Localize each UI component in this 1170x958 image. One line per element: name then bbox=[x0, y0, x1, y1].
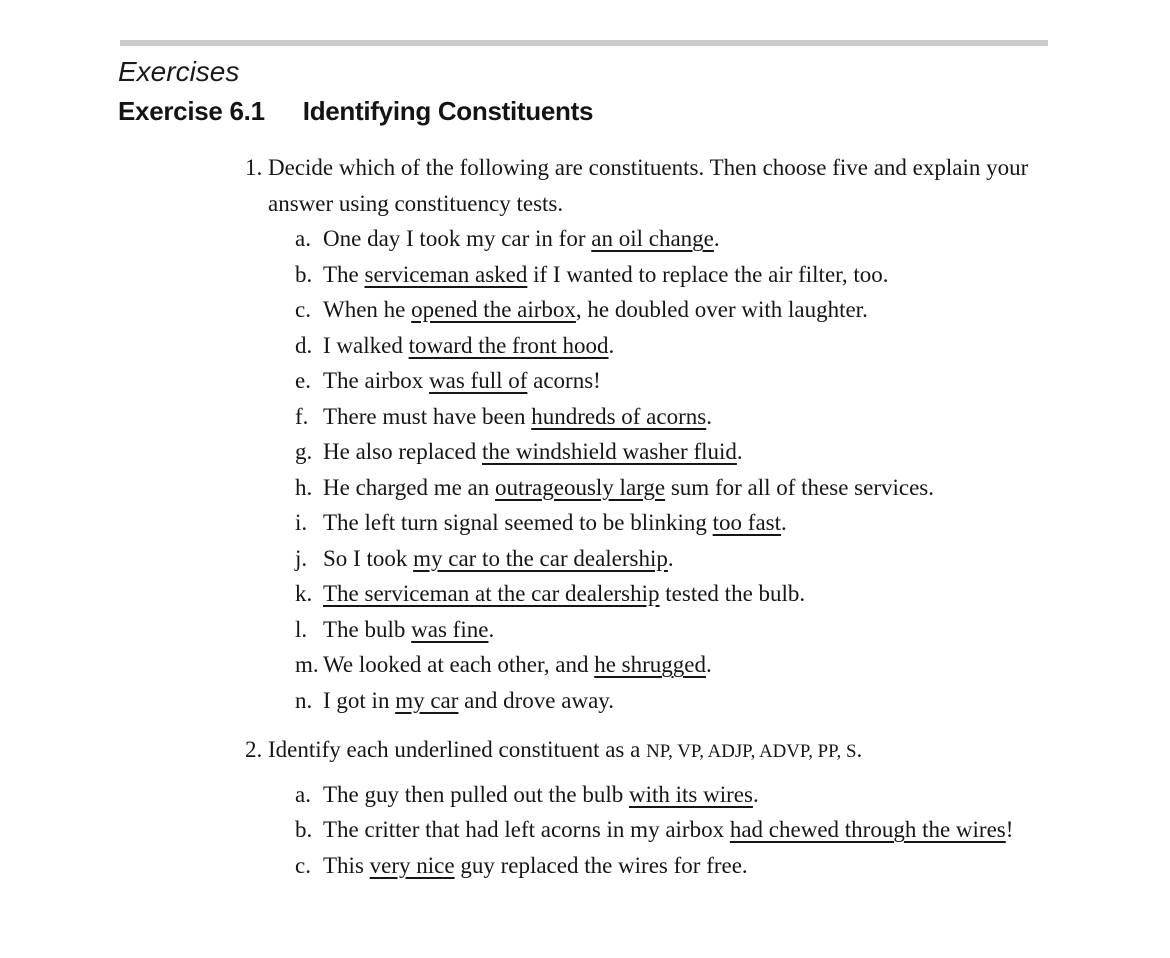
exercise-number: 2. bbox=[245, 737, 263, 762]
exercise-prompt bbox=[268, 732, 1068, 770]
underlined-constituent: he shrugged bbox=[594, 652, 706, 677]
underlined-constituent: had chewed through the wires bbox=[729, 817, 1006, 842]
exercise-list bbox=[245, 150, 1068, 883]
underlined-constituent: was full of bbox=[429, 368, 528, 393]
sentence-item bbox=[268, 505, 1068, 541]
sentence-text bbox=[323, 777, 1068, 813]
sentence-label: a. bbox=[295, 226, 311, 251]
sentence-label: j. bbox=[295, 545, 308, 571]
underlined-constituent: my car to the car dealership bbox=[413, 545, 668, 571]
exercise-body bbox=[268, 732, 1068, 883]
sentence-item bbox=[268, 434, 1068, 470]
sentence-label: f. bbox=[295, 403, 309, 429]
sentence-segment: . bbox=[667, 545, 674, 571]
sentence-item bbox=[268, 470, 1068, 506]
sentence-segment: The bulb bbox=[323, 616, 412, 642]
sentence-label: c. bbox=[295, 852, 311, 878]
sentence-item bbox=[268, 612, 1068, 648]
exercise-number-label: Exercise 6.1 bbox=[118, 96, 265, 126]
sentence-segment: . bbox=[706, 403, 712, 429]
underlined-constituent: hundreds of acorns bbox=[531, 403, 707, 429]
sentence-segment: . bbox=[736, 439, 743, 464]
sentence-label: g. bbox=[295, 439, 313, 464]
sentence-segment: There must have been bbox=[323, 403, 532, 429]
sentence-label: a. bbox=[295, 781, 311, 807]
sentence-segment: . bbox=[713, 226, 720, 251]
sentence-item bbox=[268, 399, 1068, 435]
sentence-text bbox=[323, 541, 1068, 577]
sentence-label: l. bbox=[295, 616, 308, 642]
sentence-text bbox=[323, 576, 1068, 612]
sentence-segment: tested the bulb. bbox=[659, 581, 806, 606]
sentence-text bbox=[323, 505, 1068, 541]
sentence-item bbox=[268, 363, 1068, 399]
sentence-text bbox=[323, 434, 1068, 470]
sentence-segment: Decide which of the following are constituents. Then choose five and explain your answer using constituency tests. bbox=[268, 155, 1029, 216]
sentence-label: h. bbox=[295, 474, 313, 500]
underlined-constituent: opened the airbox bbox=[411, 297, 576, 322]
sentence-label: d. bbox=[295, 332, 313, 358]
exercise-heading bbox=[118, 95, 593, 127]
sentence-segment: The guy then pulled out the bulb bbox=[323, 781, 629, 807]
sentence-item bbox=[268, 576, 1068, 612]
exercise-item bbox=[245, 150, 1068, 718]
sentence-segment: The bbox=[323, 261, 365, 287]
sentence-label: b. bbox=[295, 817, 313, 842]
sentence-text bbox=[323, 812, 1068, 848]
sentence-item bbox=[268, 777, 1068, 813]
sentence-text bbox=[323, 363, 1068, 399]
sentence-label: m. bbox=[295, 652, 319, 677]
sentence-segment: When he bbox=[323, 297, 412, 322]
sentence-label: c. bbox=[295, 297, 311, 322]
exercise-prompt bbox=[268, 150, 1068, 221]
underlined-constituent: was fine bbox=[411, 616, 489, 642]
sentence-item bbox=[268, 683, 1068, 719]
sentence-label: b. bbox=[295, 261, 313, 287]
underlined-constituent: The serviceman at the car dealership bbox=[323, 581, 660, 606]
sentence-text bbox=[323, 683, 1068, 719]
underlined-constituent: an oil change bbox=[591, 226, 714, 251]
sentence-segment: sum for all of these services. bbox=[665, 474, 935, 500]
sentence-item bbox=[268, 292, 1068, 328]
underlined-constituent: very nice bbox=[369, 852, 455, 878]
sentence-segment: . bbox=[608, 332, 615, 358]
sentence-segment: acorns! bbox=[527, 368, 601, 393]
sentence-segment: ! bbox=[1005, 817, 1014, 842]
sentence-text bbox=[323, 292, 1068, 328]
exercise-item bbox=[245, 732, 1068, 883]
sentence-segment: . bbox=[705, 652, 712, 677]
exercise-body bbox=[268, 150, 1068, 718]
sentence-text bbox=[323, 328, 1068, 364]
section-divider-rule bbox=[120, 40, 1048, 46]
underlined-constituent: with its wires bbox=[628, 781, 753, 807]
sentence-label: e. bbox=[295, 368, 311, 393]
sentence-segment: This bbox=[323, 852, 370, 878]
sentence-segment: . bbox=[488, 616, 495, 642]
underlined-constituent: outrageously large bbox=[495, 474, 666, 500]
sentence-text bbox=[323, 647, 1068, 683]
sentence-segment: . bbox=[781, 510, 787, 535]
sentence-item bbox=[268, 647, 1068, 683]
sentence-segment: The airbox bbox=[323, 368, 430, 393]
sentence-segment: One day I took my car in for bbox=[323, 226, 592, 251]
sentence-segment: Identify each underlined constituent as a bbox=[268, 737, 647, 762]
sentence-label: k. bbox=[295, 581, 313, 606]
sentence-text bbox=[323, 257, 1068, 293]
sentence-segment: The left turn signal seemed to be blinking bbox=[323, 510, 713, 535]
sentence-text bbox=[323, 399, 1068, 435]
underlined-constituent: too fast bbox=[712, 510, 781, 535]
exercise-number: 1. bbox=[245, 155, 263, 180]
sentence-text bbox=[323, 470, 1068, 506]
sentence-segment: We looked at each other, and bbox=[323, 652, 595, 677]
sentence-item bbox=[268, 328, 1068, 364]
sentence-item bbox=[268, 221, 1068, 257]
exercise-title: Identifying Constituents bbox=[302, 96, 594, 126]
sentence-text bbox=[323, 221, 1068, 257]
sentence-segment: . bbox=[752, 781, 759, 807]
underlined-constituent: my car bbox=[395, 687, 459, 713]
sentence-text bbox=[323, 612, 1068, 648]
sentence-segment: I got in bbox=[323, 687, 396, 713]
sentence-item bbox=[268, 812, 1068, 848]
sentence-segment: , he doubled over with laughter. bbox=[575, 297, 868, 322]
sentence-label: n. bbox=[295, 687, 313, 713]
sentence-label: i. bbox=[295, 510, 308, 535]
sentence-segment: He charged me an bbox=[323, 474, 495, 500]
sentence-segment: I walked bbox=[323, 332, 409, 358]
sentence-segment: guy replaced the wires for free. bbox=[454, 852, 748, 878]
underlined-constituent: toward the front hood bbox=[408, 332, 609, 358]
sentence-list bbox=[268, 221, 1068, 718]
small-caps-categories: NP, VP, ADJP, ADVP, PP, S bbox=[646, 741, 857, 762]
underlined-constituent: the windshield washer fluid bbox=[482, 439, 737, 464]
sentence-item bbox=[268, 541, 1068, 577]
sentence-segment: and drove away. bbox=[458, 687, 615, 713]
sentence-list bbox=[268, 777, 1068, 884]
sentence-segment: if I wanted to replace the air filter, too. bbox=[527, 261, 889, 287]
sentence-segment: . bbox=[856, 737, 863, 762]
section-title: Exercises bbox=[118, 56, 240, 87]
sentence-item bbox=[268, 848, 1068, 884]
underlined-constituent: serviceman asked bbox=[364, 261, 528, 287]
sentence-segment: So I took bbox=[323, 545, 414, 571]
sentence-segment: He also replaced bbox=[323, 439, 483, 464]
sentence-segment: The critter that had left acorns in my airbox bbox=[323, 817, 730, 842]
sentence-item bbox=[268, 257, 1068, 293]
sentence-text bbox=[323, 848, 1068, 884]
